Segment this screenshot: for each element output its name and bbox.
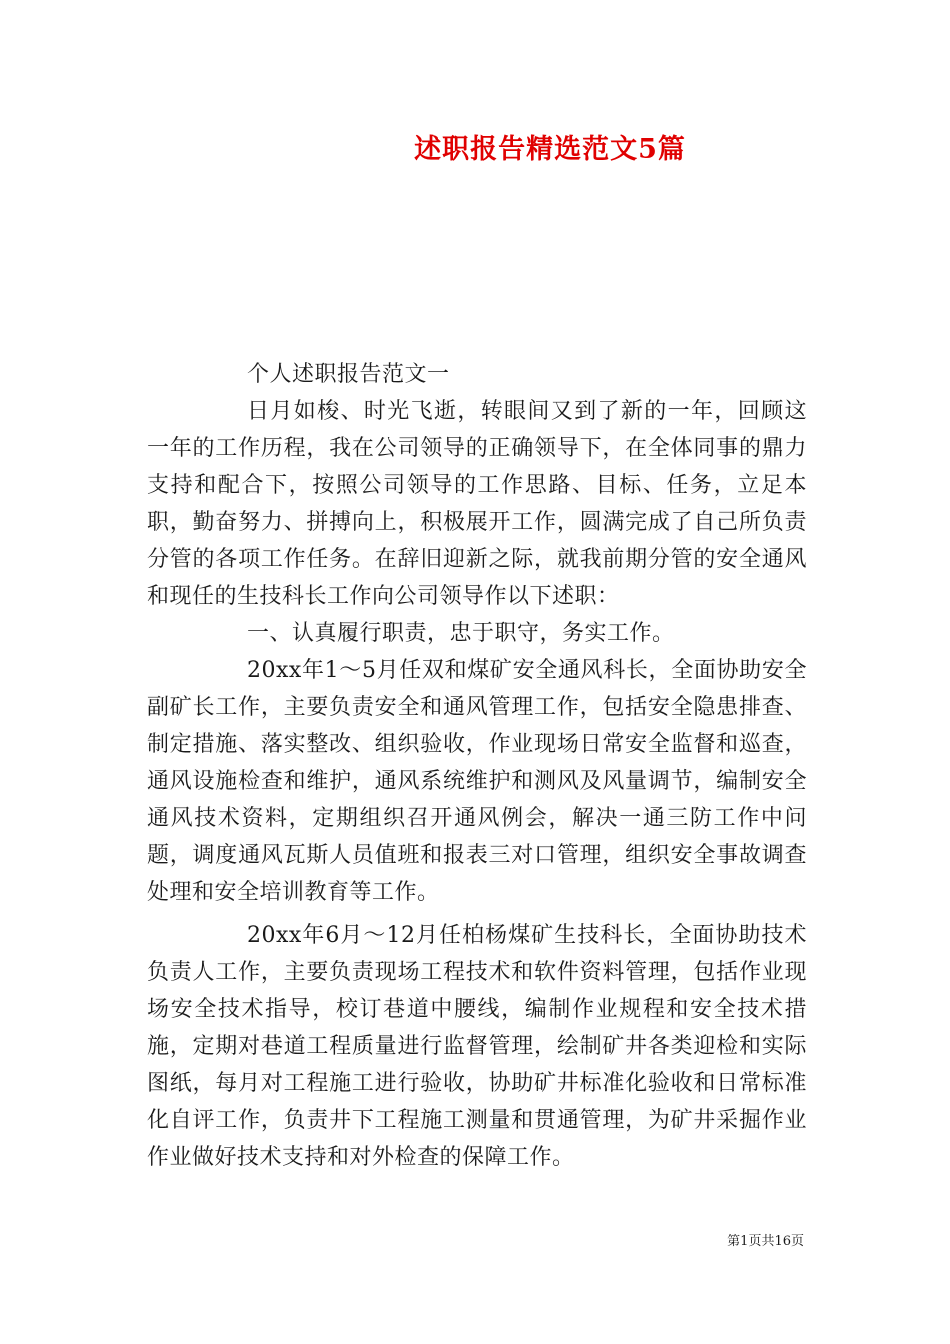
page-number: 第1页共16页 — [727, 1234, 804, 1249]
body-paragraph: 20xx年1～5月任双和煤矿安全通风科长，全面协助安全副矿长工作，主要负责安全和通风管理工作，包括安全隐患排查、制定措施、落实整改、组织验收，作业现场日常安全监督和巡查，通风设施检查和维护，通风系统维护和测风及风量调节，编制安全通风技术资料，定期组织召开通风例会，解决一通三防工作中问题，调度通风瓦斯人员值班和报表三对口管理，组织安全事故调查处理和安全培训教育等工作。 — [147, 658, 807, 905]
document-body — [147, 356, 807, 1176]
subsection-heading: 一、认真履行职责，忠于职守，务实工作。 — [247, 621, 675, 646]
intro-paragraph: 日月如梭、时光飞逝，转眼间又到了新的一年，回顾这一年的工作历程，我在公司领导的正确领导下，在全体同事的鼎力支持和配合下，按照公司领导的工作思路、目标、任务，立足本职，勤奋努力、拼搏向上，积极展开工作，圆满完成了自己所负责分管的各项工作任务。在辞旧迎新之际，就我前期分管的安全通风和现任的生技科长工作向公司领导作以下述职： — [147, 399, 807, 609]
body-paragraph: 20xx年6月～12月任柏杨煤矿生技科长，全面协助技术负责人工作，主要负责现场工程技术和软件资料管理，包括作业现场安全技术指导，校订巷道中腰线，编制作业规程和安全技术措施，定期对巷道工程质量进行监督管理，绘制矿井各类迎检和实际图纸，每月对工程施工进行验收，协助矿井标准化验收和日常标准化自评工作，负责井下工程施工测量和贯通管理，为矿井采掘作业作业做好技术支持和对外检查的保障工作。 — [147, 923, 807, 1170]
section-heading: 个人述职报告范文一 — [247, 362, 450, 387]
page-title: 述职报告精选范文5篇 — [414, 134, 686, 165]
